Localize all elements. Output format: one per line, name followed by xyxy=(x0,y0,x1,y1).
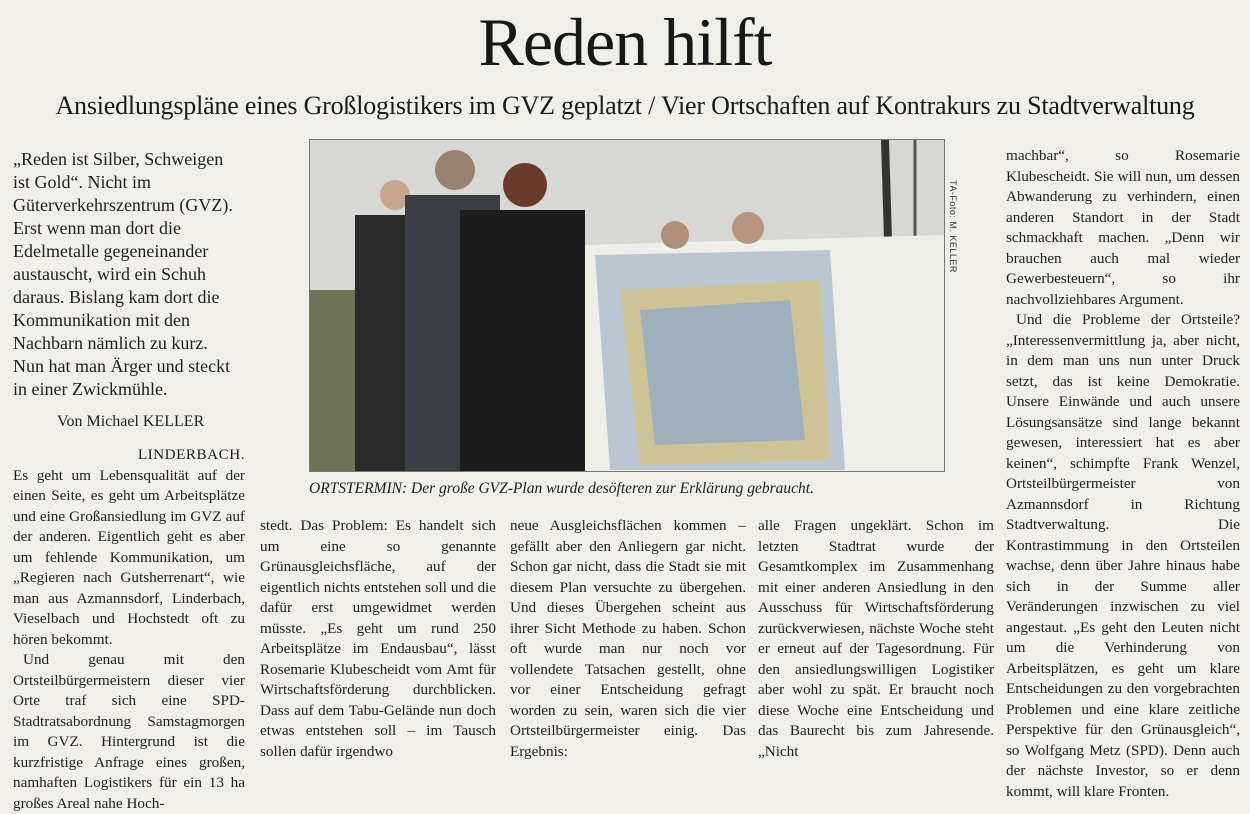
article-body-col1 xyxy=(13,445,245,814)
subheadline: Ansiedlungspläne eines Großlogistikers im GVZ geplatzt / Vier Ortschaften auf Kontrakurs zu Stadtverwaltung xyxy=(55,91,1195,120)
article-body-col3 xyxy=(510,516,746,762)
article-body-col2 xyxy=(260,516,496,762)
paragraph: Und die Probleme der Ortsteile? „Interessenvermittlung ja, aber nicht, in dem man uns nun unter Druck setzt, das ist keine Demokratie. Unsere Einwände und auch unsere Lösungsansätze sind lange bekannt gewesen, interessiert hat es aber keinen“, schimpfte Frank Wenzel, Ortsteilbürgermeister von Azmannsdorf in Richtung Stadtverwaltung. Die Kontrastimmung in den Ortsteilen wachse, denn über Jahre hinaus habe sich in der Summe aller Veränderungen inzwischen zu viel angestaut. „Es geht den Leuten nicht um die Verhinderung von Arbeitsplätzen, es geht um klare Entscheidungen zu den vorgebrachten Problemen und eine klare zeitliche Perspektive für den Grünausgleich“, so Wolfgang Metz (SPD). Denn auch der nächste Investor, so er denn kommt, will klare Fronten. xyxy=(1006,311,1240,800)
article-body-col4 xyxy=(758,516,994,762)
photo-caption: ORTSTERMIN: Der große GVZ-Plan wurde desöfteren zur Erklärung gebraucht. xyxy=(309,480,814,497)
headline: Reden hilft xyxy=(478,4,772,80)
paragraph: Es geht um Lebensqualität auf der einen Seite, es geht um Arbeitsplätze und eine Großansiedlung im GVZ auf der anderen. Eigentlich geht es aber um fehlende Kommunikation, um „Regieren nach Gutsherrenart“, wie man aus Azmannsdorf, Linderbach, Vieselbach und Hochstedt oft zu hören bekommt. xyxy=(13,466,245,648)
photo-illustration xyxy=(310,140,944,471)
author-line: Von Michael KELLER xyxy=(57,413,205,430)
paragraph: machbar“, so Rosemarie Klubescheidt. Sie will nun, um dessen Abwanderung zu verhindern, einen anderen Standort in der Stadt schmackhaft machen. „Denn wir brauchen auch mal wieder Gewerbesteuern“, so ihr nachvollziehbares Argument. xyxy=(1006,147,1240,308)
paragraph: neue Ausgleichsflächen kommen – gefällt aber den Anliegern gar nicht. Schon gar nicht, dass die Stadt sie mit diesem Plan versuchte zu übergehen. Und dieses Übergehen scheint aus ihrer Sicht Methode zu haben. Schon oft wurde man nur noch vor vollendete Tatsachen gestellt, ohne vor einer Entscheidung gefragt worden zu sein, waren sich die vier Ortsteilbürgermeister einig. Das Ergebnis: xyxy=(510,517,746,760)
paragraph: Und genau mit den Ortsteilbürgermeistern dieser vier Orte traf sich eine SPD-Stadtratsabordnung Samstagmorgen im GVZ. Hintergrund ist die kurzfristige Anfrage eines großen, namhaften Logistikers für ein 13 ha großes Areal nahe Hoch- xyxy=(13,651,245,812)
paragraph: stedt. Das Problem: Es handelt sich um eine so genannte Grünausgleichsfläche, auf der eigentlich nichts entstehen soll und die dafür erst umgewidmet werden müsste. „Es geht um rund 250 Arbeitsplätze im Endausbau“, lässt Rosemarie Klubescheidt vom Amt für Wirtschaftsförderung durchblicken. Dass auf dem Tabu-Gelände nun doch etwas entstehen soll – im Tausch sollen dafür irgendwo xyxy=(260,517,496,760)
article-body-col5 xyxy=(1006,146,1240,802)
column-1 xyxy=(13,148,245,814)
dateline: LINDERBACH. xyxy=(137,446,245,463)
paragraph: alle Fragen ungeklärt. Schon im letzten Stadtrat wurde der Gesamtkomplex im Zusammenhang mit einer anderen Ansiedlung in den Ausschuss für Wirtschaftsförderung zurückverwiesen, nächste Woche steht er erneut auf der Tagesordnung. Für den ansiedlungswilligen Logistiker aber wohl zu spät. Er braucht noch diese Woche eine Entscheidung und das Baurecht bis zum Jahresende. „Nicht xyxy=(758,517,994,760)
photo-credit: TA-Foto: M. KELLER xyxy=(948,180,958,273)
news-photo xyxy=(309,139,945,472)
lead-paragraph: „Reden ist Silber, Schweigen ist Gold“. Nicht im Güterverkehrszentrum (GVZ). Erst wenn man dort die Edelmetalle gegeneinander austauscht, wird ein Schuh daraus. Bislang kam dort die Kommunikation mit den Nachbarn nämlich zu kurz. Nun hat man Ärger und steckt in einer Zwickmühle. xyxy=(13,149,233,399)
